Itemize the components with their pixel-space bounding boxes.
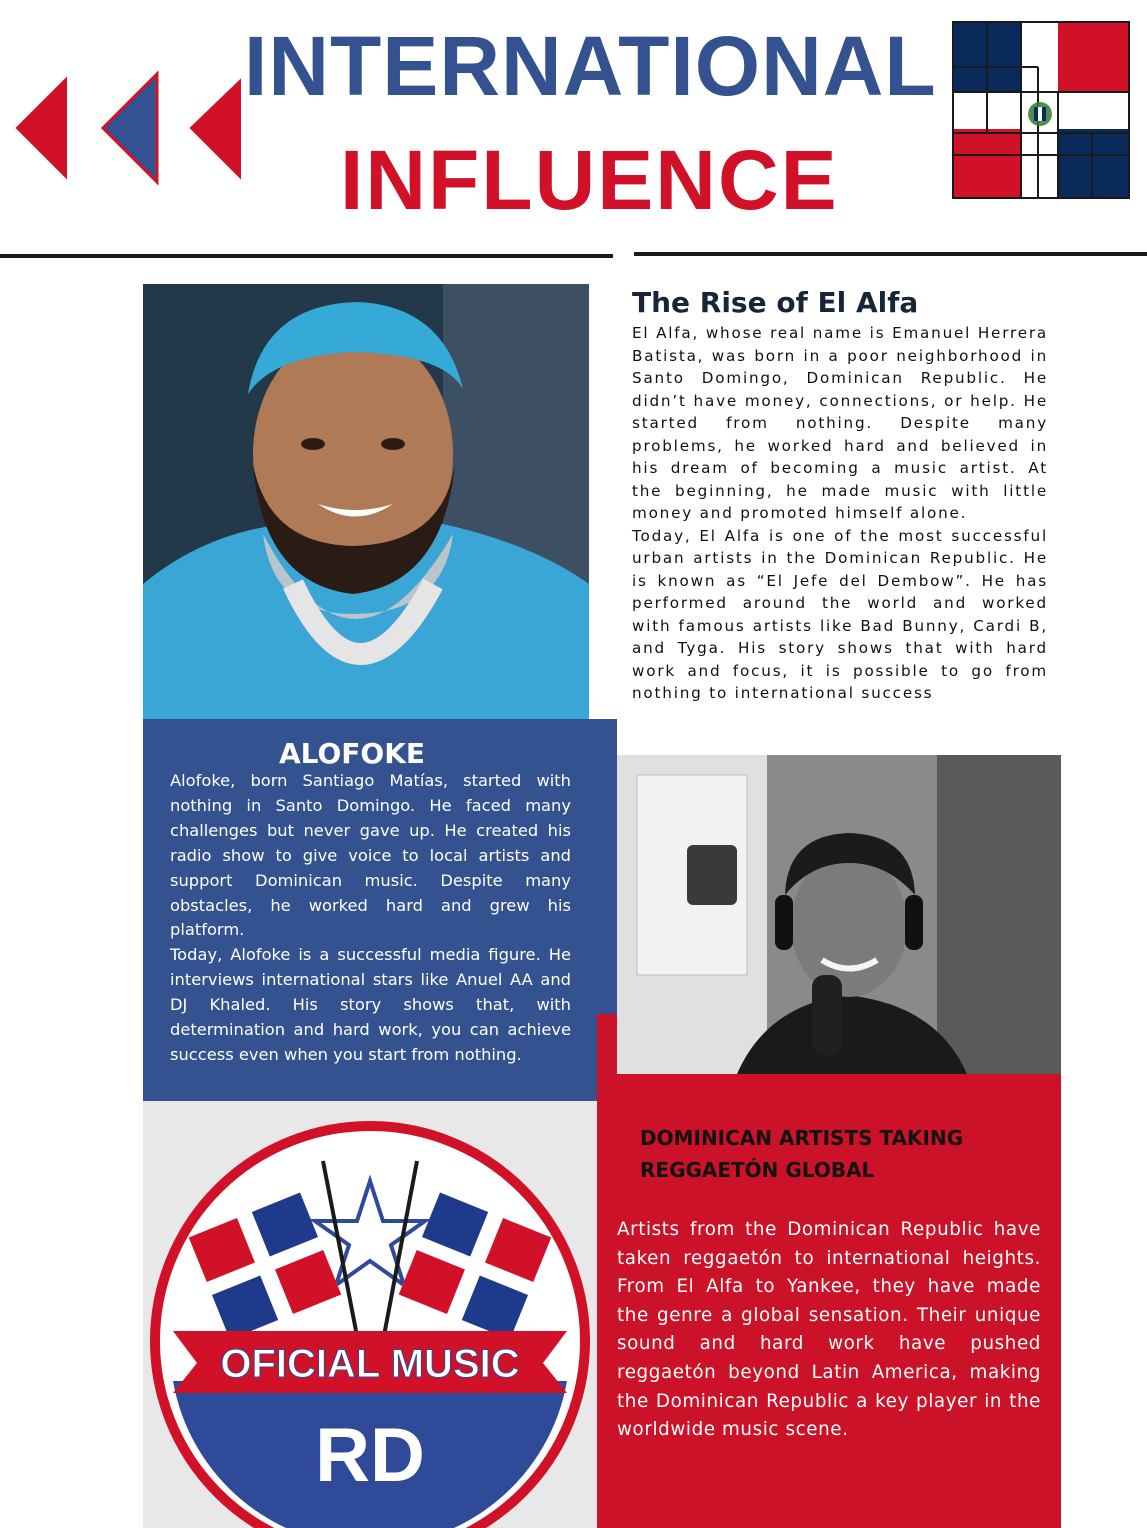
- oficial-music-rd-logo: [143, 1101, 597, 1528]
- arrow-icons: [10, 70, 250, 186]
- header-divider-left: [0, 254, 613, 258]
- alofoke-paragraph-2: Today, Alofoke is a successful media figure. He interviews international stars like Anuel AA and DJ Khaled. His story shows that, with determination and hard work, you can achieve success even when you start from nothing.: [170, 945, 571, 1064]
- el-alfa-photo: [143, 284, 589, 734]
- arrow-left-red-icon: [14, 74, 68, 182]
- el-alfa-paragraph-1: El Alfa, whose real name is Emanuel Herrera Batista, was born in a poor neighborhood in Santo Domingo, Dominican Republic. He didn’t have money, connections, or help. He started from nothing. Despite many problems, he worked hard and believed in his dream of becoming a music artist. At the beginning, he made music with little money and promoted himself alone.: [632, 324, 1048, 522]
- logo-rd-text: RD: [315, 1413, 425, 1498]
- logo-banner-text: OFICIAL MUSIC: [220, 1342, 520, 1386]
- alofoke-photo: [617, 755, 1061, 1074]
- rise-of-el-alfa-text: [632, 322, 1048, 705]
- el-alfa-paragraph-2: Today, El Alfa is one of the most successful urban artists in the Dominican Republic. He is known as “El Jefe del Dembow”. He has performed around the world and worked with famous artists like Bad Bunny, Cardi B, and Tyga. His story shows that with hard work and focus, it is possible to go from nothing to international success: [632, 526, 1048, 702]
- arrow-left-red-icon: [188, 76, 242, 182]
- header-divider-right: [634, 252, 1147, 256]
- title-international: INTERNATIONAL: [244, 19, 937, 113]
- alofoke-text: [170, 769, 571, 1068]
- arrow-left-blue-icon: [103, 74, 157, 182]
- dominican-flag-icon: [952, 21, 1130, 199]
- rise-of-el-alfa-title: The Rise of El Alfa: [632, 286, 919, 319]
- alofoke-title: ALOFOKE: [278, 737, 426, 770]
- alofoke-paragraph-1: Alofoke, born Santiago Matías, started with nothing in Santo Domingo. He faced many challenges but never gave up. He created his radio show to give voice to local artists and support Dominican music. Despite many obstacles, he worked hard and grew his platform.: [170, 771, 571, 940]
- dominican-artists-title: DOMINICAN ARTISTS TAKING REGGAETÓN GLOBAL: [640, 1126, 964, 1182]
- title-influence: INFLUENCE: [340, 133, 839, 227]
- dominican-artists-text: Artists from the Dominican Republic have taken reggaetón to international heights. From El Alfa to Yankee, they have made the genre a global sensation. Their unique sound and hard work have pushed reggaetón beyond Latin America, making the Dominican Republic a key player in the worldwide music scene.: [617, 1219, 1041, 1441]
